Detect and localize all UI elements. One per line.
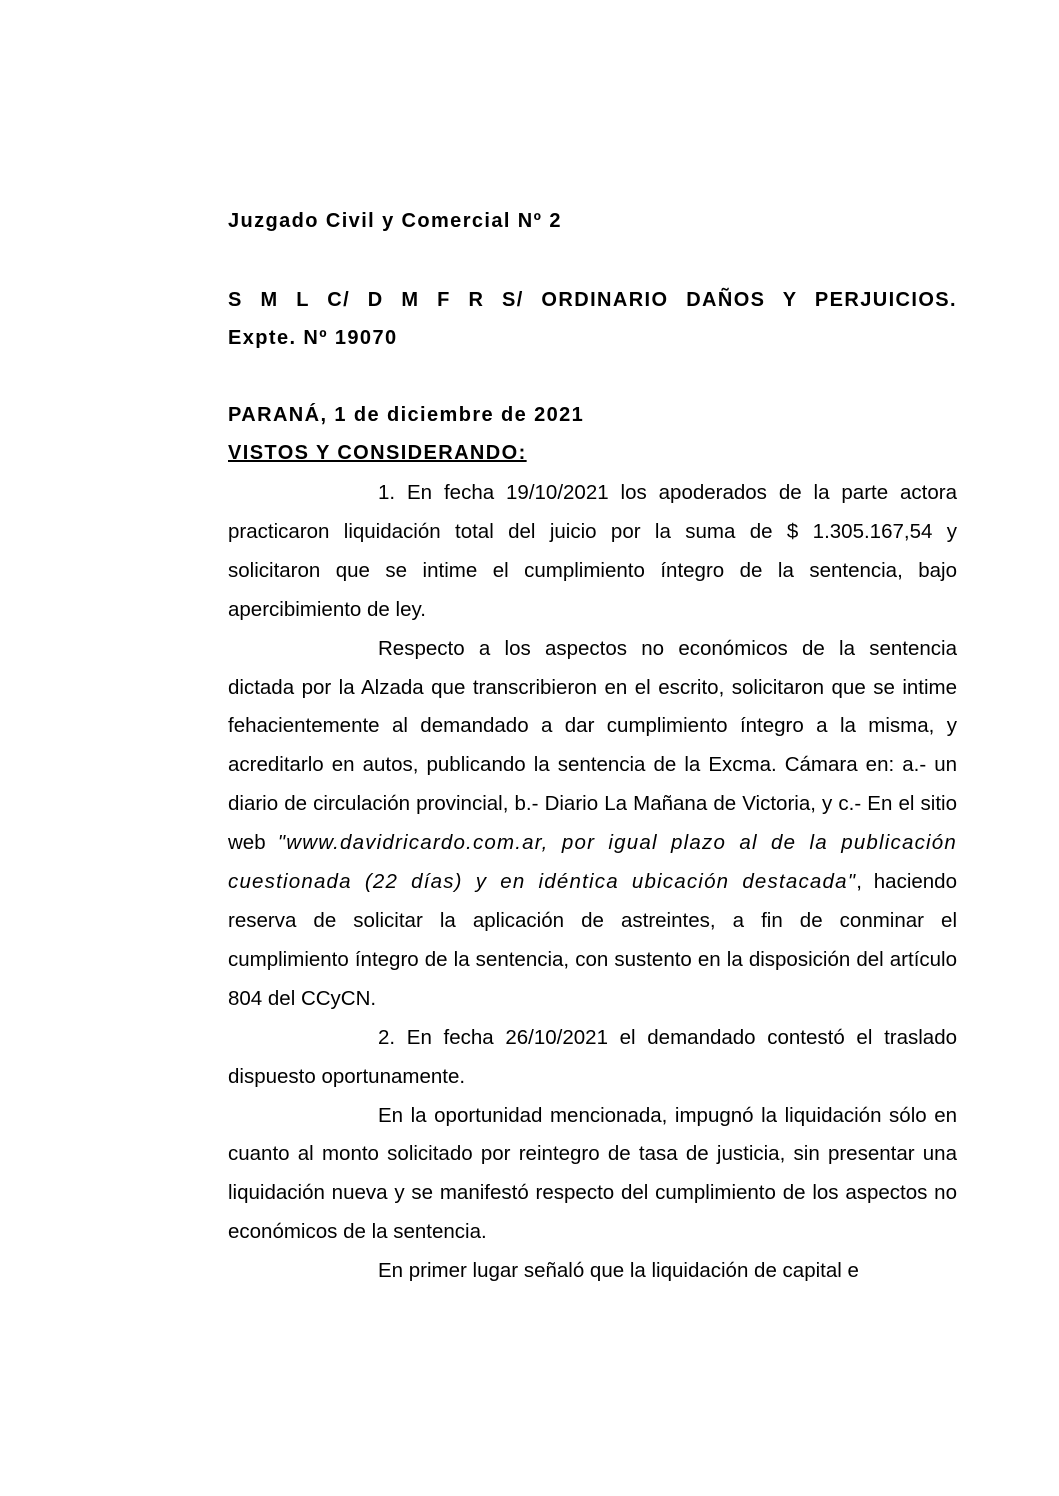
- court-name: Juzgado Civil y Comercial Nº 2: [228, 210, 562, 232]
- paragraph-1: 1. En fecha 19/10/2021 los apoderados de la parte actora practicaron liquidación total del juicio por la suma de $ 1.305.167,54 y solicitaron que se intime el cumplimiento íntegro de la sentencia, bajo apercibimiento de ley.: [228, 481, 957, 621]
- paragraph-2-end: , haciendo reserva de solicitar la aplicación de astreintes, a fin de conminar el cumplimiento íntegro de la sentencia, con sustento en la disposición del artículo 804 del CCyCN.: [228, 870, 957, 1010]
- quoted-website-text: "www.davidricardo.com.ar, por igual plazo al de la publicación cuestionada (22 días) y en idéntica ubicación destacada": [228, 831, 957, 894]
- section-title: VISTOS Y CONSIDERANDO:: [228, 442, 527, 464]
- paragraph-2-start: Respecto a los aspectos no económicos de la sentencia dictada por la Alzada que transcribieron en el escrito, solicitaron que se intime fehacientemente al demandado a dar cumplimiento íntegro a la misma, y acreditarlo en autos, publicando la sentencia de la Excma. Cámara en: a.- un diario de circulación provincial, b.- Diario La Mañana de Victoria, y c.- En el sitio web: [228, 636, 957, 855]
- paragraph-4: En la oportunidad mencionada, impugnó la liquidación sólo en cuanto al monto solicitado por reintegro de tasa de justicia, sin presentar una liquidación nueva y se manifestó respecto del cumplimiento de los aspectos no económicos de la sentencia.: [228, 1103, 957, 1244]
- paragraph-5: En primer lugar señaló que la liquidación de capital e: [378, 1259, 859, 1283]
- paragraph-2: [228, 630, 957, 1019]
- place-date: PARANÁ, 1 de diciembre de 2021: [228, 404, 585, 426]
- case-number: Expte. Nº 19070: [228, 327, 398, 349]
- document-body: [228, 474, 957, 1291]
- paragraph-3: 2. En fecha 26/10/2021 el demandado contestó el traslado dispuesto oportunamente.: [228, 1025, 957, 1088]
- case-caption: S M L C/ D M F R S/ ORDINARIO DAÑOS Y PERJUICIOS.: [228, 289, 957, 311]
